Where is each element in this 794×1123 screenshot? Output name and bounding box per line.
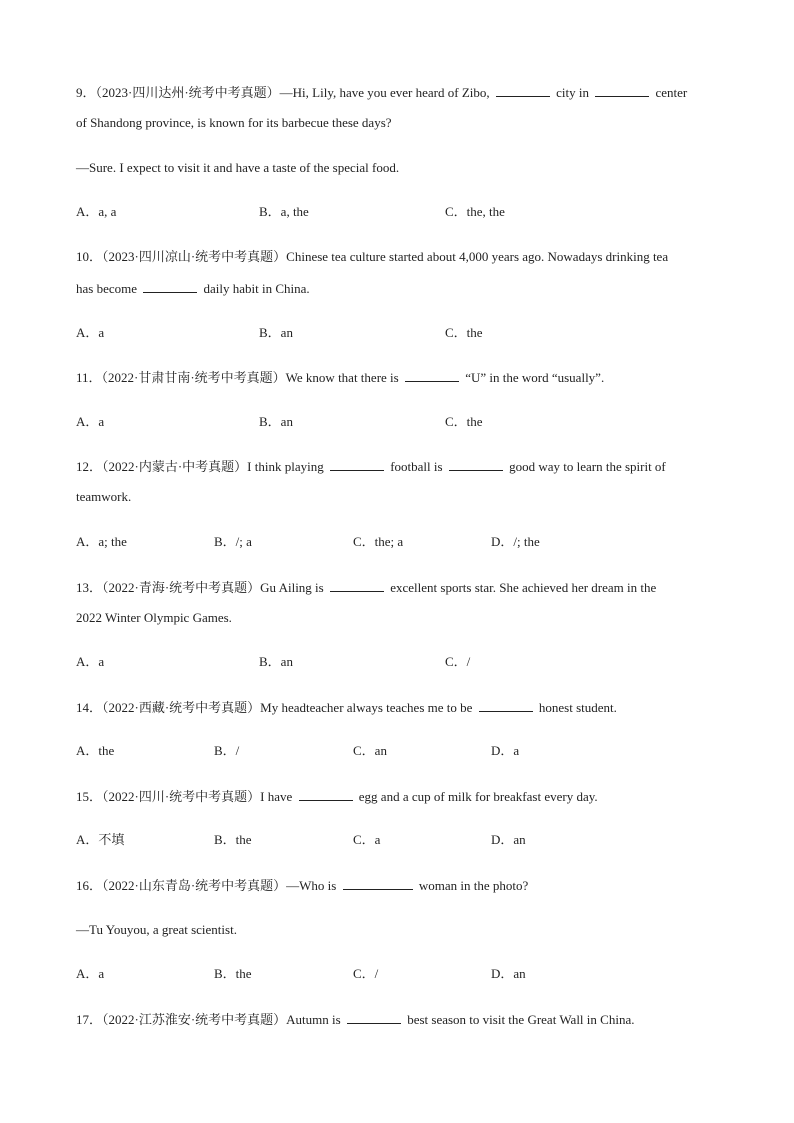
question-text: daily habit in China.	[200, 281, 310, 296]
option-b: B．an	[259, 654, 293, 669]
question-text: woman in the photo?	[415, 878, 529, 893]
question-text: 11．（2022·甘肃甘南·统考中考真题）We know that there is	[76, 370, 402, 385]
option-d: D．an	[491, 966, 526, 981]
question-text: city in	[552, 85, 593, 100]
question-text: 13．（2022·青海·统考中考真题）Gu Ailing is	[76, 580, 327, 595]
question-text: center	[652, 85, 688, 100]
answer-blank	[143, 280, 197, 293]
question-11	[76, 369, 604, 386]
option-a: A．a	[76, 414, 105, 429]
answer-blank	[347, 1011, 401, 1024]
question-text: good way to learn the spirit of	[505, 459, 666, 474]
question-text: 9．（2023·四川达州·统考中考真题）—Hi, Lily, have you ever heard of Zibo,	[76, 85, 493, 100]
question-text: 14．（2022·西藏·统考中考真题）My headteacher always teaches me to be	[76, 700, 476, 715]
answer-blank	[299, 788, 353, 801]
question-14	[76, 699, 617, 716]
question-text: best season to visit the Great Wall in China.	[403, 1012, 635, 1027]
question-text: excellent sports star. She achieved her dream in the	[386, 580, 657, 595]
answer-blank	[595, 84, 649, 97]
answer-blank	[479, 699, 533, 712]
question-15	[76, 788, 598, 805]
option-b: B．a, the	[259, 204, 309, 219]
option-a: A．a	[76, 654, 105, 669]
answer-blank	[496, 84, 550, 97]
option-a: A．a, a	[76, 204, 117, 219]
question-text: football is	[386, 459, 446, 474]
option-c: C．the; a	[353, 534, 404, 549]
option-a: A．不填	[76, 832, 125, 847]
question-16	[76, 877, 528, 894]
option-d: D．a	[491, 743, 520, 758]
answer-blank	[449, 458, 503, 471]
option-b: B．the	[214, 832, 252, 847]
question-16-line-2: —Tu Youyou, a great scientist.	[76, 922, 237, 937]
question-text: honest student.	[535, 700, 617, 715]
question-9	[76, 84, 687, 101]
question-12	[76, 458, 666, 475]
question-17	[76, 1011, 634, 1028]
question-text: 17．（2022·江苏淮安·统考中考真题）Autumn is	[76, 1012, 344, 1027]
option-b: B．/	[214, 743, 240, 758]
option-a: A．the	[76, 743, 115, 758]
answer-blank	[405, 369, 459, 382]
option-c: C．the	[445, 414, 483, 429]
option-b: B．the	[214, 966, 252, 981]
question-text: 12．（2022·内蒙古·中考真题）I think playing	[76, 459, 327, 474]
option-b: B．an	[259, 414, 293, 429]
question-text: egg and a cup of milk for breakfast every day.	[355, 789, 598, 804]
question-10-line-2	[76, 280, 310, 297]
question-10: 10．（2023·四川凉山·统考中考真题）Chinese tea culture started about 4,000 years ago. Nowadays drinking tea	[76, 249, 669, 264]
question-9-line-3: —Sure. I expect to visit it and have a taste of the special food.	[76, 160, 400, 175]
answer-blank	[330, 579, 384, 592]
answer-blank	[343, 877, 413, 890]
option-c: C．an	[353, 743, 387, 758]
option-a: A．a; the	[76, 534, 127, 549]
question-9-line-2: of Shandong province, is known for its barbecue these days?	[76, 115, 392, 130]
option-a: A．a	[76, 966, 105, 981]
question-text: “U” in the word “usually”.	[461, 370, 605, 385]
question-13-line-2: 2022 Winter Olympic Games.	[76, 610, 232, 625]
option-c: C．the, the	[445, 204, 505, 219]
question-text: 15．（2022·四川·统考中考真题）I have	[76, 789, 296, 804]
option-c: C．/	[353, 966, 379, 981]
question-text: 16．（2022·山东青岛·统考中考真题）—Who is	[76, 878, 340, 893]
option-d: D．an	[491, 832, 526, 847]
question-text: has become	[76, 281, 141, 296]
option-d: D．/; the	[491, 534, 540, 549]
option-a: A．a	[76, 325, 105, 340]
option-b: B．/; a	[214, 534, 252, 549]
option-c: C．the	[445, 325, 483, 340]
question-13	[76, 579, 656, 596]
question-12-line-2: teamwork.	[76, 489, 132, 504]
option-b: B．an	[259, 325, 293, 340]
option-c: C．a	[353, 832, 381, 847]
answer-blank	[330, 458, 384, 471]
option-c: C．/	[445, 654, 471, 669]
